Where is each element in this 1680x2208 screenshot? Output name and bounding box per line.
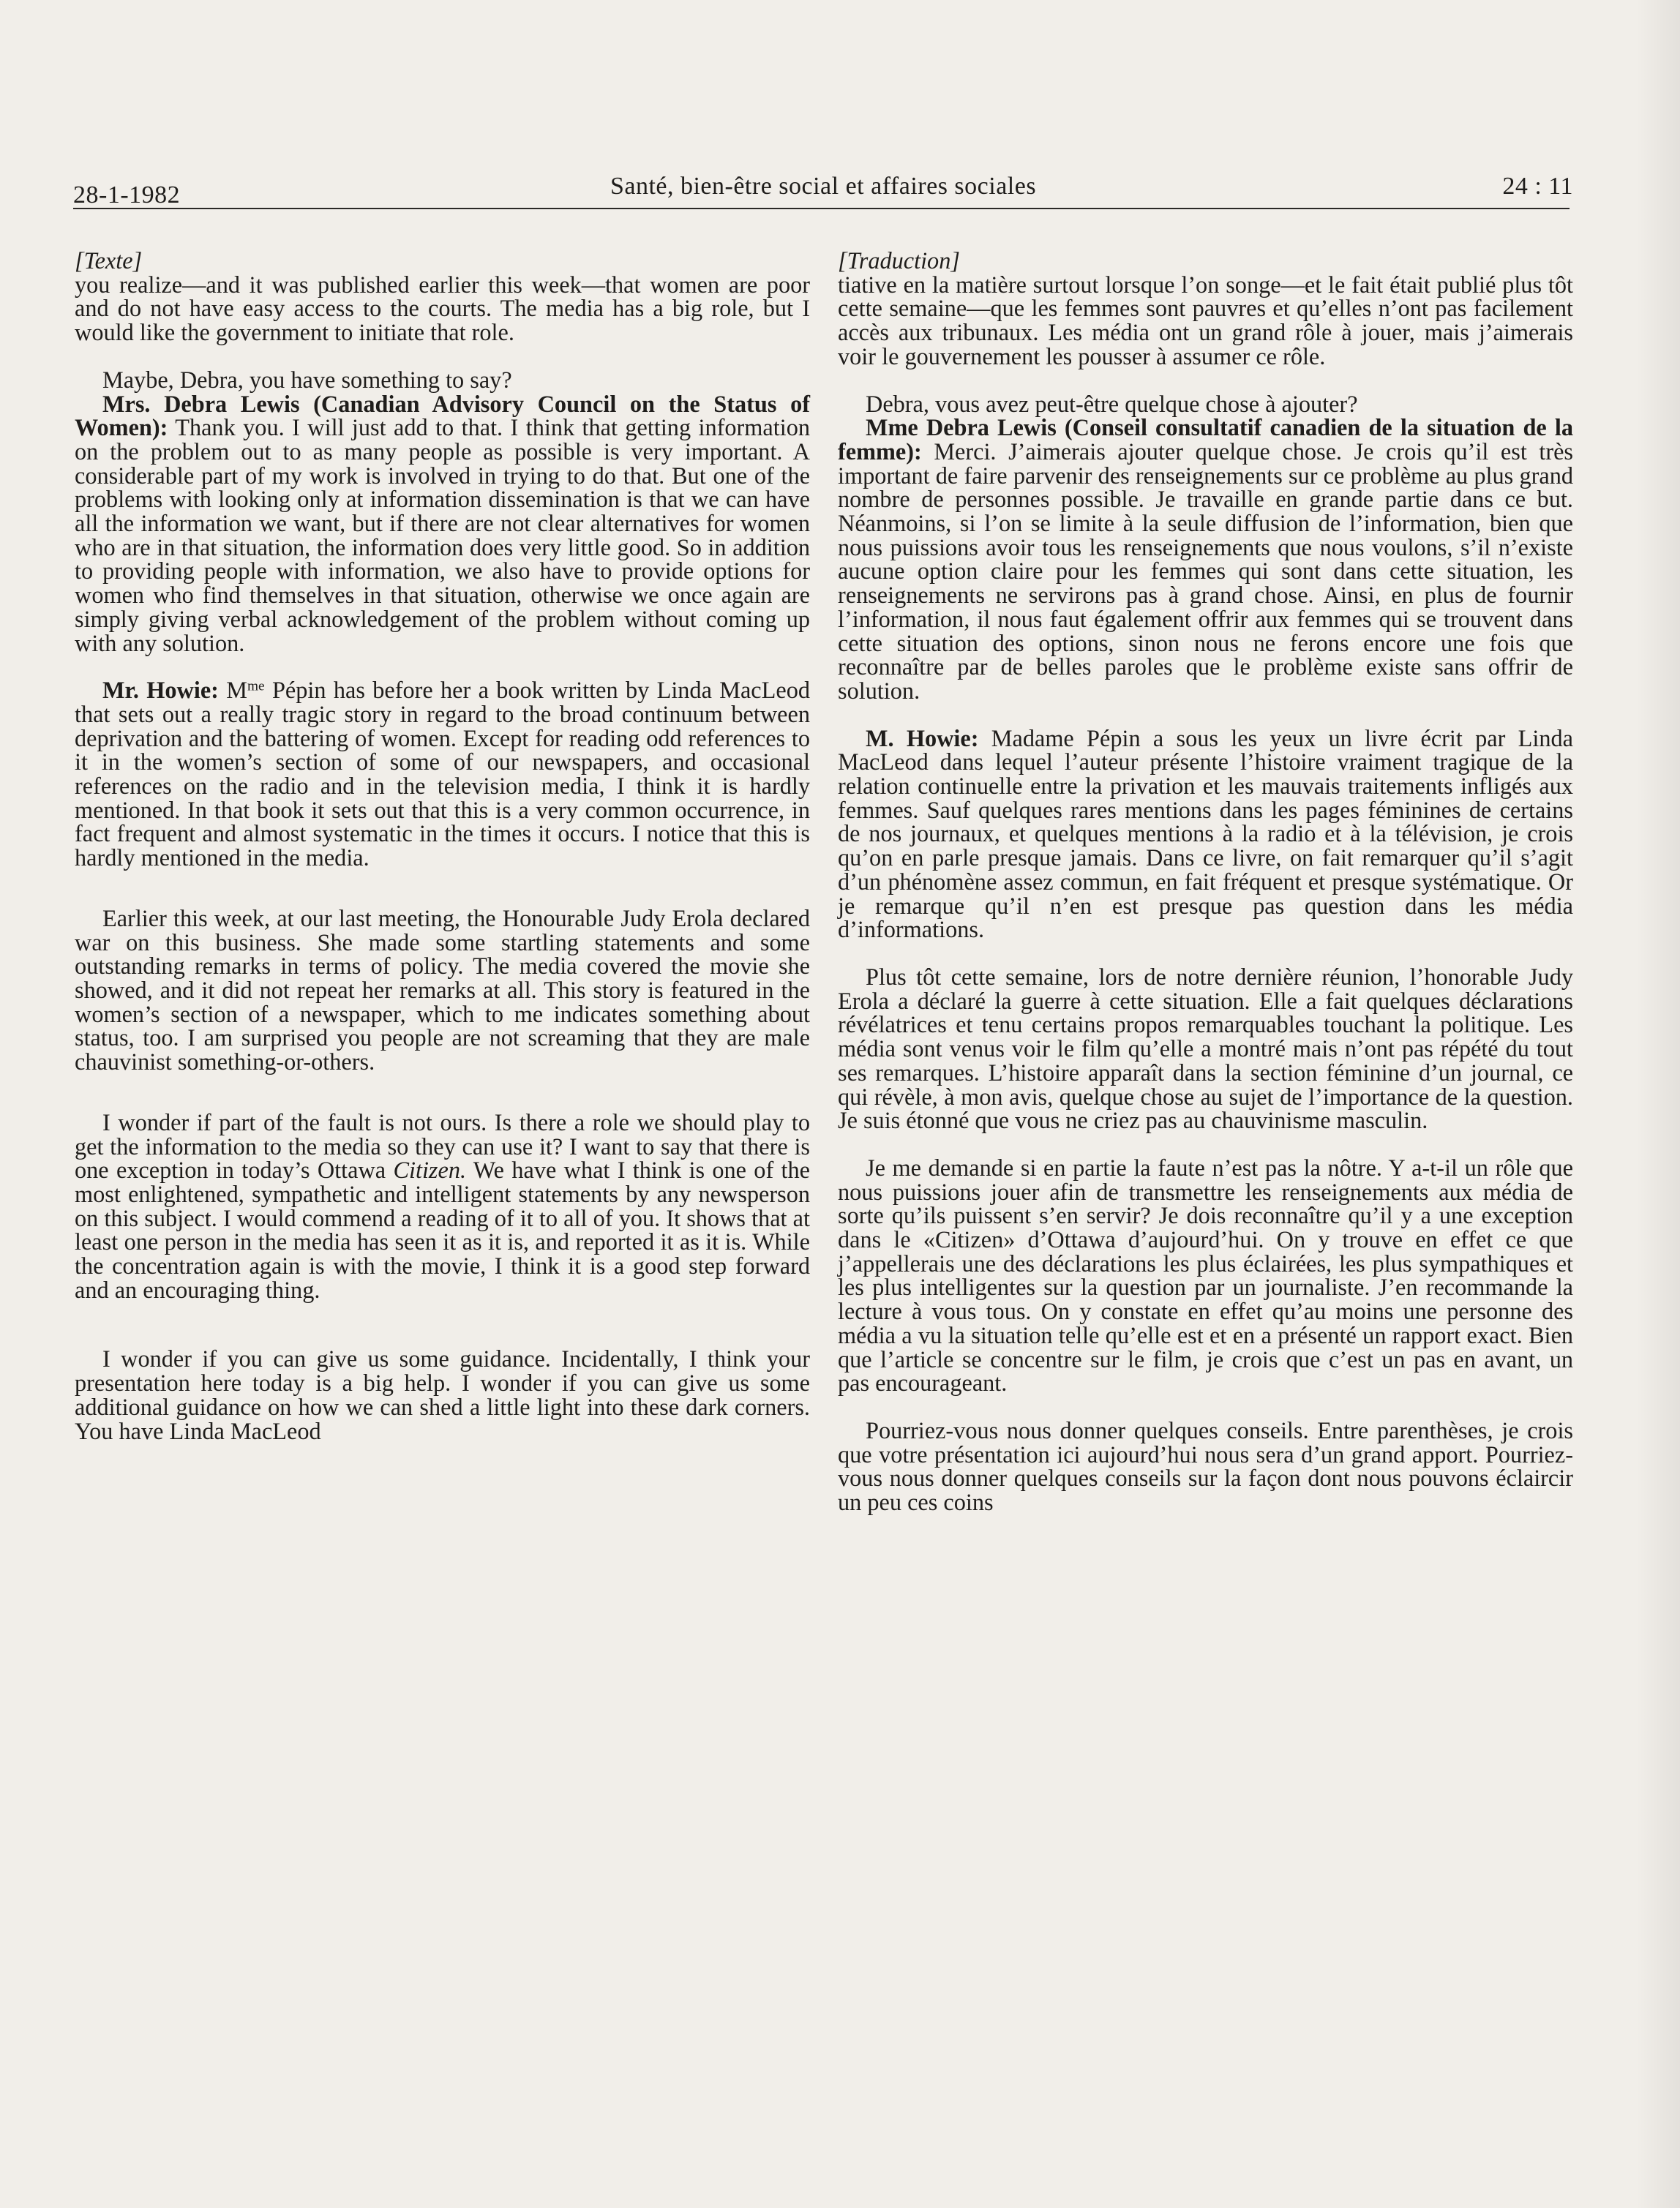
speech-text: Thank you. I will just add to that. I think that getting information on the problem out to as many people as possible is very important. A considerable part of my work is involved in trying to do that. But one of the problems with looking only at information dissemination is that we can have all the information we want, but if there are not clear alternatives for women who are in that situation, the information does very little good. So in addition to providing people with information, we also have to provide options for women who find themselves in that situation, otherwise we once again are simply giving verbal acknowledgement of the problem without coming up with any solution. <box>75 414 810 656</box>
honorific: M <box>218 677 247 704</box>
speech-text: Pépin has before her a book written by Linda MacLeod that sets out a really tragic story in regard to the broad continuum between deprivation and the battering of women. Except for reading odd references to it in the women’s section of some of our newspapers, and occasional references on the radio and in the television media, I think it is hardly mentioned. In that book it sets out that this is a very common occurrence, in fact frequent and almost systematic in the times it occurs. I notice that this is hardly mentioned in the media. <box>75 677 810 871</box>
paragraph <box>75 392 810 656</box>
speech-text: We have what I think is one of the most enlightened, sympathetic and intelligent statements by any newsperson on this subject. I would commend a reading of it to all of you. It shows that at least one person in the media has seen it as it is, and reported it as it is. While the concentration again is with the movie, I think it is a good step forward and an encouraging thing. <box>75 1157 810 1303</box>
paragraph <box>838 726 1573 942</box>
paragraph: Earlier this week, at our last meeting, the Honourable Judy Erola declared war on this business. She made some startling statements and some outstanding remarks in terms of policy. The media covered the movie she showed, and it did not repeat her remarks at all. This story is featured in the women’s section of a newspaper, which to me indicates something about status, too. I am surprised you people are not screaming that they are male chauvinist something-or-others. <box>75 904 810 1075</box>
header-page-number: 24 : 11 <box>1502 173 1573 200</box>
paragraph: tiative en la matière surtout lorsque l’on songe—et le fait était publié plus tôt cette semaine—que les femmes sont pauvres et qu’elles n’ont pas facilement accès aux tribunaux. Les média ont un grand rôle à jouer, mais j’aimerais voir le gouvernement les pousser à assumer ce rôle. <box>838 271 1573 369</box>
paragraph: Debra, vous avez peut-être quelque chose à ajouter? <box>866 390 1358 417</box>
paragraph: Je me demande si en partie la faute n’est pas la nôtre. Y a-t-il un rôle que nous puissions jouer afin de transmettre les renseignements aux média de sorte qu’ils puissent s’en servir? Je dois reconnaître qu’il y a une exception dans le «Citizen» d’Ottawa d’aujourd’hui. On y trouve en effet ce que j’appellerais une des déclarations les plus éclairées, les plus sympathiques et les plus intelligentes sur la question par un journaliste. J’en recommande la lecture à vous tous. On y constate en effet qu’au moins une personne des média a vu la situation telle qu’elle est et en a présenté un rapport exact. Bien que l’article se concentre sur le film, je crois que c’est un pas en avant, un pas encourageant. <box>838 1154 1573 1397</box>
header-rule <box>73 208 1570 209</box>
speaker-name: Mr. Howie: <box>102 677 219 704</box>
speaker-name: Mme Debra Lewis (Conseil consultatif canadien de la situation de la femme): <box>838 414 1573 465</box>
running-header <box>73 167 1573 211</box>
french-column <box>838 249 1573 1514</box>
paragraph <box>838 416 1573 702</box>
paragraph: Plus tôt cette semaine, lors de notre dernière réunion, l’honorable Judy Erola a déclaré la guerre à cette situation. Elle a fait quelques déclarations révélatrices et tenu certains propos remarquables touchant la politique. Les média sont venus voir le film qu’elle a montré mais n’ont pas répété du tout ses remarques. L’histoire apparaît dans la section féminine d’un journal, ce qui révèle, à mon avis, quelque chose au sujet de l’importance de la question. Je suis étonné que vous ne criez pas au chauvinisme masculin. <box>838 963 1573 1134</box>
speaker-name: Mrs. Debra Lewis (Canadian Advisory Council on the Status of Women): <box>75 390 810 441</box>
paragraph: Maybe, Debra, you have something to say? <box>102 366 512 393</box>
language-tag-traduction: [ Traduction ] <box>838 247 960 274</box>
speech-text: Madame Pépin a sous les yeux un livre écrit par Linda MacLeod dans lequel l’auteur présente l’histoire vraiment tragique de la relation continuelle entre la privation et les mauvais traitements infligés aux femmes. Sauf quelques rares mentions dans les pages féminines de certains de nos journaux, et quelques mentions à la radio et à la télévision, je crois qu’on en parle presque jamais. Dans ce livre, on fait remarquer qu’il s’agit d’un phénomène assez commun, en fait fréquent et presque systématique. Or je remarque qu’il n’en est presque pas question dans les média d’informations. <box>838 724 1573 943</box>
english-column <box>75 249 810 1443</box>
newspaper-title: Citizen. <box>393 1157 467 1184</box>
binding-shadow <box>1636 0 1680 2208</box>
paragraph: I wonder if you can give us some guidance. Incidentally, I think your presentation here today is a big help. I wonder if you can give us some additional guidance on how we can shed a little light into these dark corners. You have Linda MacLeod <box>75 1345 810 1444</box>
paragraph: Pourriez-vous nous donner quelques conseils. Entre parenthèses, je crois que votre présentation ici aujourd’hui nous sera d’un grand apport. Pourriez-vous nous donner quelques conseils sur la façon dont nous pouvons éclaircir un peu ces coins <box>838 1416 1573 1516</box>
language-tag-texte: [ Texte ] <box>75 247 142 274</box>
paragraph <box>75 678 810 870</box>
paragraph <box>75 1108 810 1303</box>
header-date: 28-1-1982 <box>73 181 181 209</box>
header-title: Santé, bien-être social et affaires sociales <box>610 173 1037 200</box>
speech-text: Merci. J’aimerais ajouter quelque chose. Je crois qu’il est très important de faire parvenir des renseignements sur ce problème au plus grand nombre de personnes possible. Je travaille en grande partie dans ce but. Néanmoins, si l’on se limite à la seule diffusion de l’information, bien que nous puissions avoir tous les renseignements que nous voulons, s’il n’existe aucune option claire pour les femmes qui sont dans cette situation, les renseignements ne servirons pas à grand chose. Ainsi, en plus de fournir l’information, il nous faut également offrir aux femmes qui se trouvent dans cette situation des options, sinon nous ne ferons encore une fois que reconnaître par de belles paroles que le problème existe sans offrir de solution. <box>838 438 1573 704</box>
honorific-superscript: me <box>247 678 265 694</box>
speech-text: I wonder if part of the fault is not ours. Is there a role we should play to get the information to the media so they can use it? I want to say that there is one exception in today’s Ottawa <box>75 1108 810 1184</box>
speaker-name: M. Howie: <box>866 724 979 751</box>
paragraph: you realize—and it was published earlier this week—that women are poor and do not have easy access to the courts. The media has a big role, but I would like the government to initiate that role. <box>75 271 810 346</box>
